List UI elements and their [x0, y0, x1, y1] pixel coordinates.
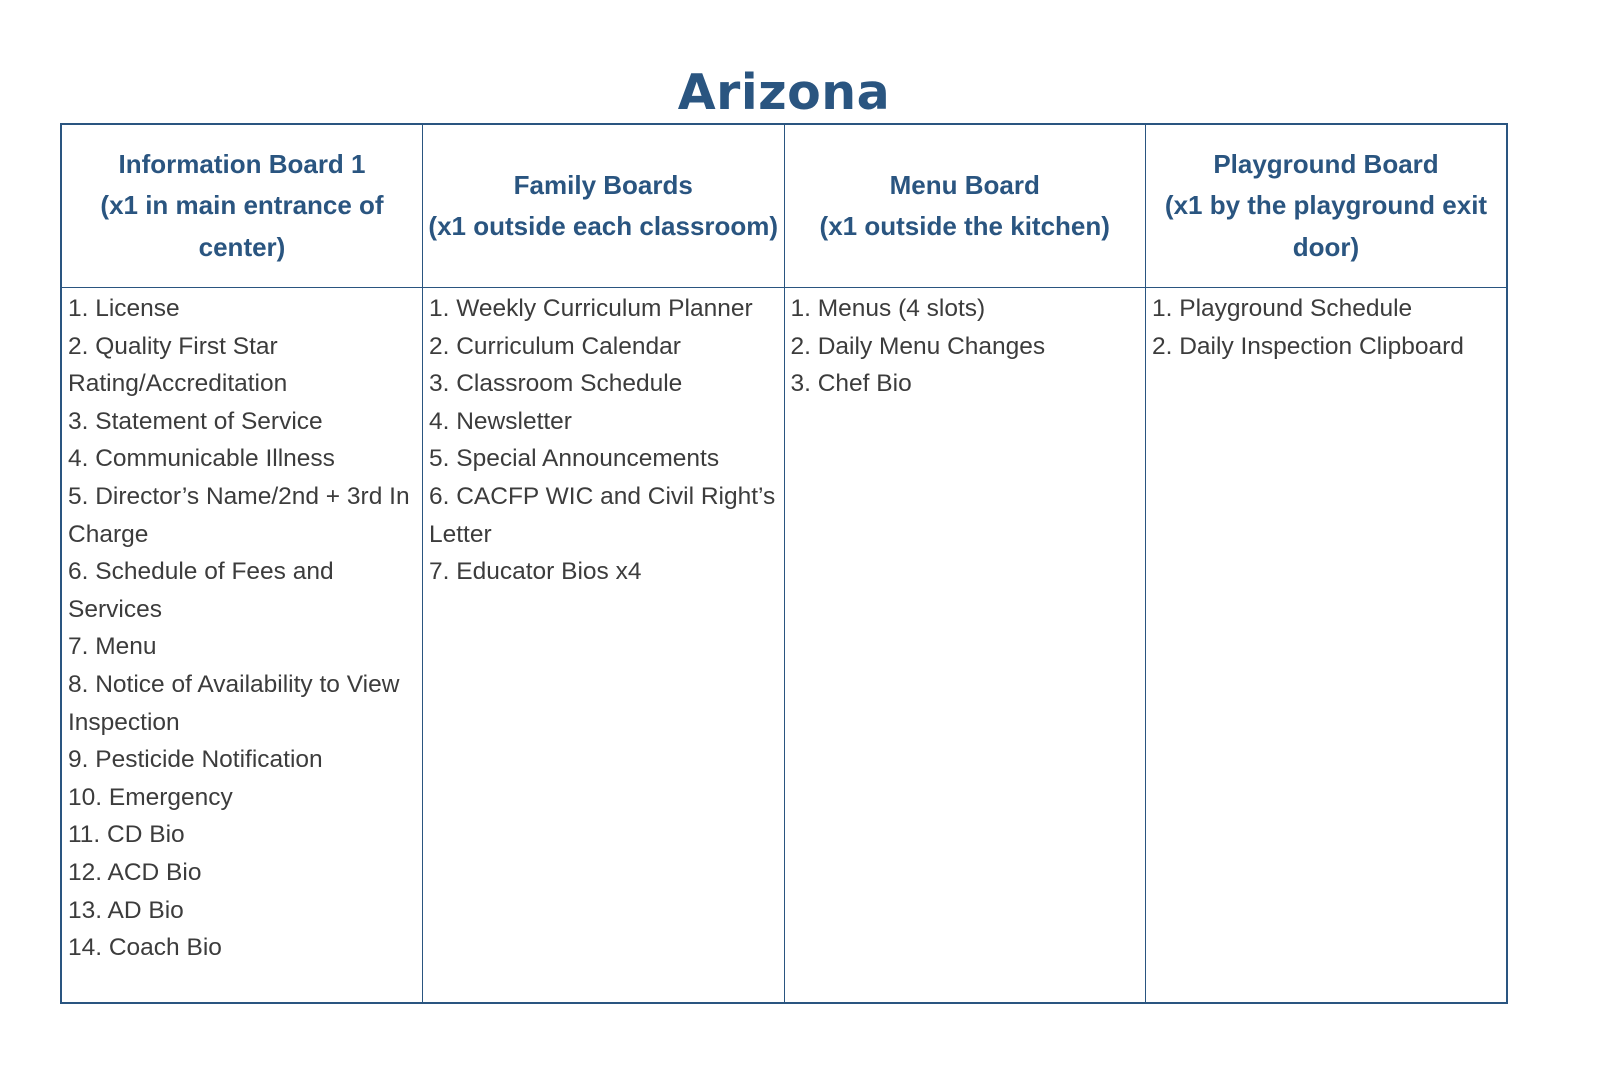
list-item: 11. CD Bio	[68, 821, 185, 849]
list-item: 2. Quality First Star Rating/Accreditation	[68, 332, 288, 398]
header-detail: (x1 in main entrance of center)	[100, 190, 384, 262]
header-row	[61, 124, 1507, 288]
header-title: Menu Board	[889, 169, 1040, 200]
list-item: 8. Notice of Availability to View Inspection	[68, 670, 400, 736]
column-header-playground-board	[1146, 124, 1508, 288]
table-header	[61, 124, 1507, 288]
header-detail: (x1 outside the kitchen)	[819, 211, 1110, 241]
table-body	[61, 288, 1507, 1004]
list-item: 1. Playground Schedule	[1152, 295, 1413, 322]
list-item: 1. Menus (4 slots)	[790, 295, 986, 322]
list-item: 3. Classroom Schedule	[429, 370, 683, 398]
list-item: 12. ACD Bio	[68, 858, 202, 886]
list-item: 2. Curriculum Calendar	[429, 332, 681, 360]
column-header-information-board	[61, 124, 423, 288]
list-item: 13. AD Bio	[68, 896, 184, 924]
list-item: 10. Emergency	[68, 783, 233, 811]
list-item: 2. Daily Menu Changes	[790, 332, 1046, 360]
boards-table	[60, 123, 1508, 1004]
column-header-family-boards	[423, 124, 785, 288]
list-item: 7. Menu	[68, 633, 157, 661]
list-item: 6. CACFP WIC and Civil Right’s Letter	[429, 482, 776, 548]
information-board-list	[68, 290, 416, 967]
list-item: 6. Schedule of Fees and Services	[68, 558, 334, 623]
list-item: 5. Special Announcements	[429, 445, 720, 473]
list-item: 1. License	[68, 295, 180, 322]
list-item: 2. Daily Inspection Clipboard	[1152, 332, 1464, 360]
header-detail: (x1 outside each classroom)	[428, 211, 779, 241]
cell-menu-board-items	[784, 288, 1146, 1004]
list-item: 9. Pesticide Notification	[68, 746, 323, 774]
list-item: 7. Educator Bios x4	[429, 558, 642, 586]
family-boards-list	[429, 290, 778, 591]
list-item: 3. Statement of Service	[68, 407, 323, 435]
header-title: Family Boards	[513, 169, 693, 200]
header-title: Playground Board	[1213, 148, 1439, 179]
cell-information-board-items	[61, 288, 423, 1004]
header-title: Information Board 1	[118, 148, 366, 179]
menu-board-list	[791, 290, 1140, 403]
table-row	[61, 288, 1507, 1004]
playground-board-list	[1152, 290, 1500, 365]
list-item: 4. Communicable Illness	[68, 445, 335, 473]
list-item: 5. Director’s Name/2nd + 3rd In Charge	[68, 482, 410, 548]
list-item: 3. Chef Bio	[790, 370, 912, 398]
header-detail: (x1 by the playground exit door)	[1164, 190, 1488, 262]
cell-playground-board-items	[1146, 288, 1508, 1004]
page-title: Arizona	[677, 63, 891, 121]
cell-family-boards-items	[423, 288, 785, 1004]
column-header-menu-board	[784, 124, 1146, 288]
list-item: 4. Newsletter	[429, 407, 572, 435]
list-item: 1. Weekly Curriculum Planner	[429, 295, 753, 322]
list-item: 14. Coach Bio	[68, 934, 222, 962]
